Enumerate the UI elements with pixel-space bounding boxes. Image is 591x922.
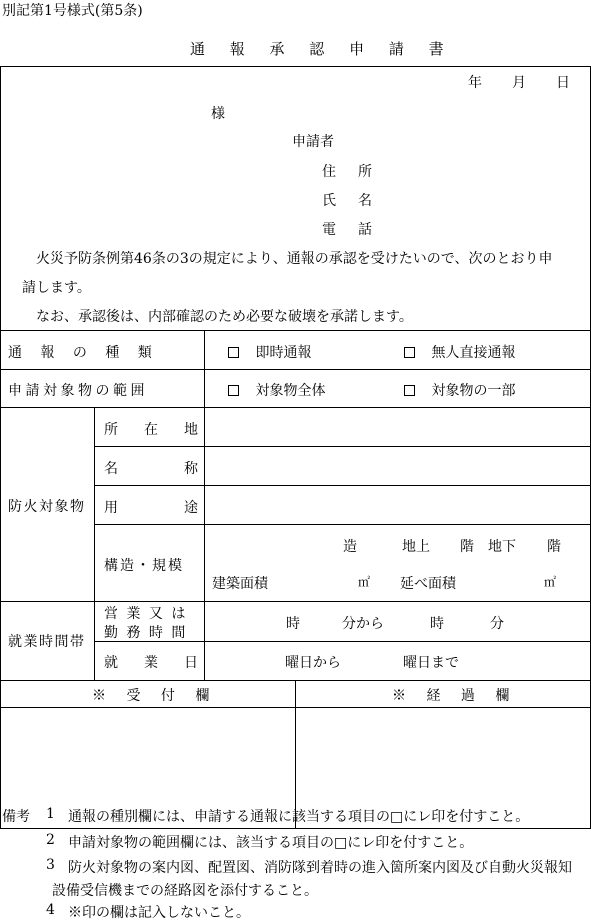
- structure-zo: 造: [343, 539, 357, 555]
- location-field[interactable]: [206, 408, 589, 445]
- structure-chijo: 地上: [402, 539, 430, 555]
- note-3-text: 防火対象物の案内図、配置図、消防隊到着時の進入箇所案内図及び自動火災報知: [68, 860, 572, 876]
- note-3-num: 3: [46, 857, 55, 873]
- checkbox[interactable]: [228, 347, 239, 358]
- work-days-label: 就 業 日: [104, 655, 204, 671]
- statement-line3: なお、承認後は、内部確認のため必要な破壊を承諾します。: [36, 309, 413, 325]
- report-type-option-1[interactable]: [228, 342, 311, 362]
- building-area-unit: ㎡: [358, 575, 371, 589]
- checkbox[interactable]: [404, 347, 415, 358]
- floor-area-label: 延べ面積: [400, 576, 456, 592]
- date-day: 日: [556, 75, 570, 91]
- note-2-num: 2: [46, 832, 55, 848]
- time-ji-1: 時: [286, 616, 300, 632]
- location-label: 所 在 地: [104, 422, 204, 438]
- checkbox[interactable]: [404, 385, 415, 396]
- use-label: 用 途: [104, 500, 204, 516]
- date-year: 年: [468, 75, 482, 91]
- report-type-option-1-label: 即時通報: [255, 345, 312, 361]
- note-1-text: 通報の種別欄には、申請する通報に該当する項目の□にレ印を付すこと。: [68, 809, 530, 825]
- scope-option-1[interactable]: [228, 380, 325, 400]
- fire-object-label: 防火対象物: [8, 499, 86, 515]
- page-title: 通 報 承 認 申 請 書: [190, 40, 454, 58]
- scope-option-2-label: 対象物の一部: [431, 383, 516, 399]
- work-days-from: 曜日から: [285, 655, 341, 671]
- work-hours-label: 就業時間帯: [8, 634, 86, 650]
- structure-kai-2: 階: [547, 539, 561, 555]
- note-4-text: ※印の欄は記入しないこと。: [68, 905, 250, 921]
- statement-line1: 火災予防条例第46条の3の規定により、通報の承認を受けたいので、次のとおり申: [36, 251, 553, 267]
- name-label: 名 称: [104, 461, 204, 477]
- scope-label: 申請対象物の範囲: [8, 383, 148, 399]
- applicant-phone-label: 電 話: [322, 222, 376, 238]
- use-field[interactable]: [206, 486, 589, 523]
- row-line-7: [0, 601, 591, 602]
- date-month: 月: [512, 75, 526, 91]
- row-line-6: [94, 524, 591, 525]
- reception-label: ※ 受 付 欄: [92, 688, 218, 704]
- time-fun-kara: 分から: [342, 616, 384, 632]
- row-line-1: [0, 330, 591, 331]
- note-2-text: 申請対象物の範囲欄には、該当する項目の□にレ印を付すこと。: [68, 835, 474, 851]
- note-1-num: 1: [46, 806, 55, 822]
- building-area-label: 建築面積: [212, 576, 268, 592]
- time-fun: 分: [490, 616, 504, 632]
- form-id: 別記第1号様式(第5条): [2, 3, 143, 19]
- note-4-num: 4: [46, 902, 55, 918]
- progress-label: ※ 経 過 欄: [392, 688, 518, 704]
- name-field[interactable]: [206, 447, 589, 484]
- report-type-option-2-label: 無人直接通報: [431, 345, 516, 361]
- business-hours-label-2: 勤 務 時 間: [104, 625, 188, 641]
- business-hours-label-1: 営 業 又 は: [104, 606, 188, 622]
- floor-area-unit: ㎡: [544, 575, 557, 589]
- statement-line2: 請します。: [22, 280, 91, 296]
- applicant-address-label: 住 所: [322, 164, 376, 180]
- row-line-2: [0, 369, 591, 370]
- applicant-name-label: 氏 名: [322, 193, 376, 209]
- scope-option-2[interactable]: [404, 380, 515, 400]
- work-days-to: 曜日まで: [403, 655, 459, 671]
- addressee-suffix: 様: [211, 106, 225, 122]
- col-line-value: [204, 330, 205, 680]
- applicant-label: 申請者: [292, 134, 334, 150]
- col-line-sub: [94, 407, 95, 680]
- checkbox[interactable]: [228, 385, 239, 396]
- frame-top: [0, 66, 591, 67]
- frame-bottom: [0, 828, 591, 829]
- scope-option-1-label: 対象物全体: [255, 383, 326, 399]
- structure-kai-1: 階: [460, 539, 474, 555]
- report-type-option-2[interactable]: [404, 342, 515, 362]
- time-ji-2: 時: [430, 616, 444, 632]
- notes-header: 備考: [2, 809, 30, 825]
- structure-chika: 地下: [488, 539, 516, 555]
- report-type-label: 通 報 の 種 類: [8, 345, 159, 361]
- structure-label: 構造・規模: [104, 558, 184, 574]
- note-3-text-cont: 設備受信機までの経路図を添付すること。: [52, 883, 318, 899]
